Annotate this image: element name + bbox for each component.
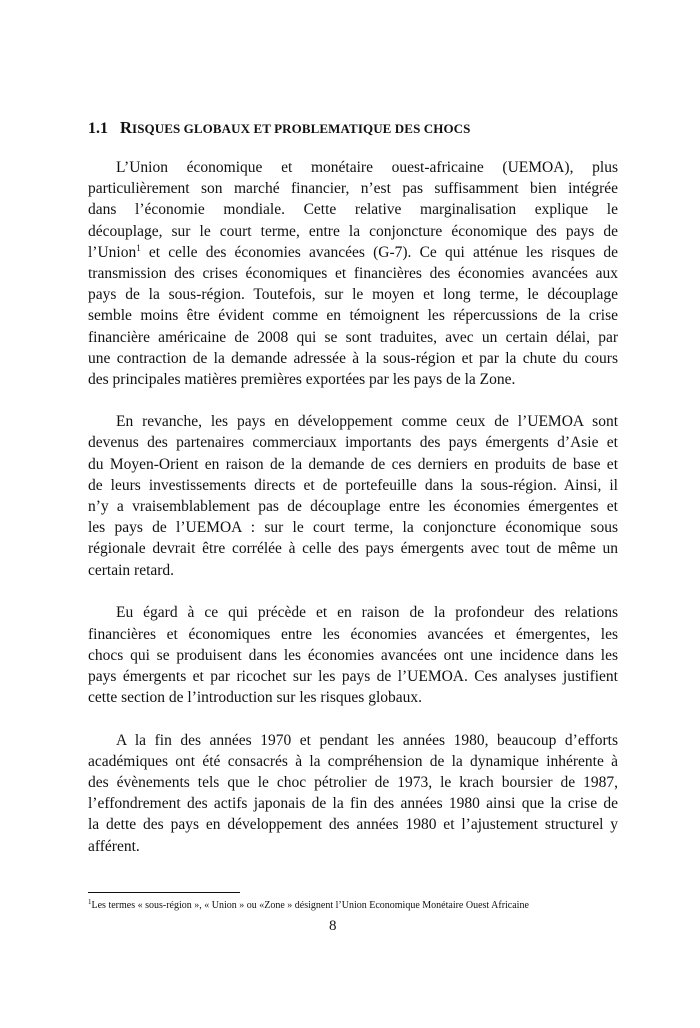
text-line: pays émergents et par ricochet sur les pays de l’UEMOA. Ces analyses justifient xyxy=(88,668,618,685)
text-line: semble moins être évident comme en témoignent les répercussions de la crise xyxy=(88,307,618,325)
text-line: pays de la sous-région. Toutefois, sur le moyen et long terme, le découplage xyxy=(88,286,618,304)
text-line: les pays de l’UEMOA : sur le court terme, la conjoncture économique sous xyxy=(88,519,618,537)
text-line: devenus des partenaires commerciaux importants des pays émergents d’Asie et xyxy=(88,434,618,452)
text-line: découplage, sur le court terme, entre la conjoncture économique des pays de xyxy=(88,222,618,240)
text-line: une contraction de la demande adressée à la sous-région et par la chute du cours xyxy=(88,349,618,367)
text-line: des principales matières premières exportées par les pays de la Zone. xyxy=(88,371,516,389)
text-line: régionale devrait être corrélée à celle des pays émergents avec tout de même un xyxy=(88,540,618,558)
paragraph-2 xyxy=(88,411,618,581)
text-line: transmission des crises économiques et financières des économies avancées aux xyxy=(88,265,618,283)
section-heading xyxy=(88,118,470,138)
text-line: certain retard. xyxy=(88,561,175,579)
text-line: En revanche, les pays en développement comme ceux de l’UEMOA sont xyxy=(116,413,618,431)
text-line xyxy=(88,242,618,263)
section-number: 1.1 xyxy=(88,120,108,137)
page-number: 8 xyxy=(329,918,337,934)
text-segment: et celle des économies avancées (G-7). Ce qui atténue les risques de xyxy=(140,243,618,261)
text-line: l’effondrement des actifs japonais de la fin des années 1980 ainsi que la crise de xyxy=(88,795,618,813)
text-line: des évènements tels que le choc pétrolier de 1973, le krach boursier de 1987, xyxy=(88,774,618,791)
text-line: financière américaine de 2008 qui se sont traduites, avec un certain délai, par xyxy=(88,328,618,346)
text-line: financières et économiques entre les économies avancées et émergentes, les xyxy=(88,625,618,643)
footnote-text: Les termes « sous-région », « Union » ou «Zone » désignent l’Union Economique Monétaire Ouest Africaine xyxy=(91,900,529,911)
text-line: de leurs investissements directs et de portefeuille dans la sous-région. Ainsi, il xyxy=(88,476,618,494)
footnote-separator xyxy=(88,892,240,893)
paragraph-4 xyxy=(88,730,618,857)
text-line: particulièrement son marché financier, n’est pas suffisamment bien intégrée xyxy=(88,180,618,198)
footnote-marker: 1 xyxy=(88,898,92,906)
paragraph-3 xyxy=(88,602,618,708)
footnote xyxy=(88,900,529,911)
text-line: chocs qui se produisent dans les économies avancées ont une incidence dans les xyxy=(88,646,618,664)
text-line: Eu égard à ce qui précède et en raison de la profondeur des relations xyxy=(116,604,618,622)
text-line: académiques ont été consacrés à la compréhension de la dynamique inhérente à xyxy=(88,752,618,770)
footnote-reference[interactable]: 1 xyxy=(136,242,141,253)
text-line: A la fin des années 1970 et pendant les années 1980, beaucoup d’efforts xyxy=(116,731,618,749)
section-title: RISQUES GLOBAUX ET PROBLEMATIQUE DES CHOCS xyxy=(120,118,471,137)
text-line: du Moyen-Orient en raison de la demande de ces derniers en produits de base et xyxy=(88,455,618,473)
text-line: la dette des pays en développement des années 1980 et l’ajustement structurel y xyxy=(88,816,618,834)
text-segment: l’Union xyxy=(88,243,137,261)
text-line: n’y a vraisemblablement pas de découplage entre les économies émergentes et xyxy=(88,498,618,515)
text-line: afférent. xyxy=(88,837,140,855)
text-line: L’Union économique et monétaire ouest-africaine (UEMOA), plus xyxy=(116,159,618,176)
paragraph-1 xyxy=(88,157,618,390)
text-line: dans l’économie mondiale. Cette relative marginalisation explique le xyxy=(88,201,618,219)
text-line: cette section de l’introduction sur les risques globaux. xyxy=(88,689,423,707)
